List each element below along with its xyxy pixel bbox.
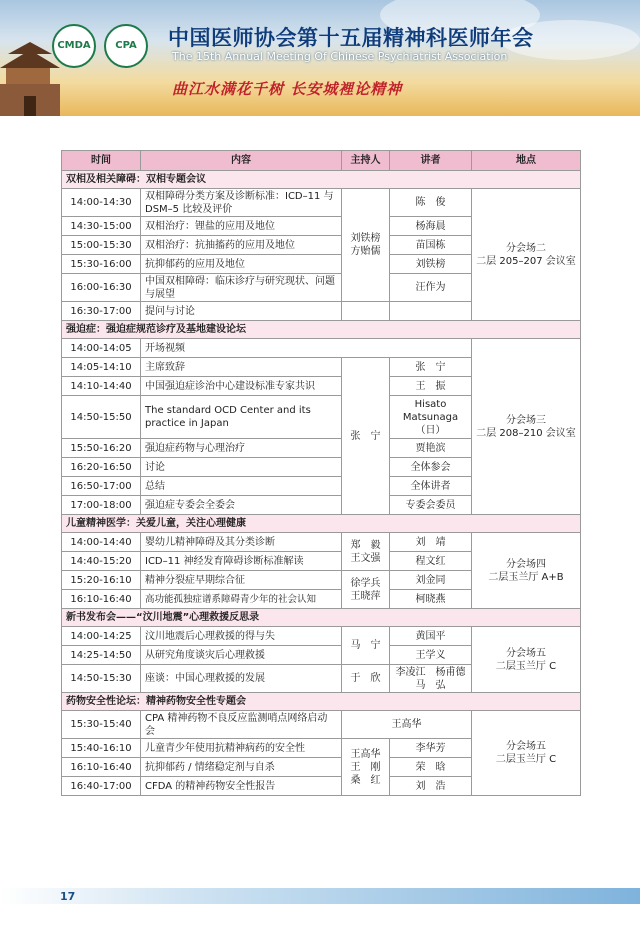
time-cell: 14:50-15:30	[62, 665, 141, 693]
time-cell: 15:00-15:30	[62, 236, 141, 255]
section-title: 儿童精神医学：关爱儿童，关注心理健康	[62, 515, 581, 533]
time-cell: 16:10-16:40	[62, 590, 141, 609]
time-cell: 15:30-16:00	[62, 255, 141, 274]
table-row	[62, 711, 581, 739]
table-row	[62, 189, 581, 217]
content-cell: 中国双相障碍：临床诊疗与研究现状、问题与展望	[141, 274, 342, 302]
time-cell: 14:00-14:40	[62, 533, 141, 552]
section-title: 新书发布会——“汶川地震”心理救援反思录	[62, 609, 581, 627]
section-row	[62, 693, 581, 711]
venue-cell: 分会场五 二层玉兰厅 C	[472, 627, 581, 693]
section-row	[62, 171, 581, 189]
content-cell: 开场视频	[141, 339, 472, 358]
time-cell: 14:25-14:50	[62, 646, 141, 665]
column-header: 内容	[141, 151, 342, 171]
content-cell: 提问与讨论	[141, 302, 342, 321]
speaker-cell: 程文红	[390, 552, 472, 571]
content-cell: 强迫症专委会全委会	[141, 496, 342, 515]
conference-title-english: The 15th Annual Meeting Of Chinese Psychiatrist Association	[172, 50, 508, 63]
content-cell: 从研究角度谈灾后心理救援	[141, 646, 342, 665]
time-cell: 14:05-14:10	[62, 358, 141, 377]
host-cell: 张 宁	[342, 358, 390, 515]
content-cell: 婴幼儿精神障碍及其分类诊断	[141, 533, 342, 552]
speaker-cell	[390, 302, 472, 321]
content-cell: The standard OCD Center and its practice in Japan	[141, 396, 342, 439]
speaker-cell: 刘金同	[390, 571, 472, 590]
time-cell: 15:50-16:20	[62, 439, 141, 458]
section-row	[62, 515, 581, 533]
section-title: 药物安全性论坛：精神药物安全性专题会	[62, 693, 581, 711]
content-cell: ICD–11 神经发育障碍诊断标准解读	[141, 552, 342, 571]
time-cell: 14:10-14:40	[62, 377, 141, 396]
time-cell: 14:00-14:25	[62, 627, 141, 646]
speaker-cell: 荣 晗	[390, 758, 472, 777]
speaker-cell: 刘铁榜	[390, 255, 472, 274]
conference-slogan: 曲江水满花千树 长安城裡论精神	[172, 80, 403, 98]
content-cell: 强迫症药物与心理治疗	[141, 439, 342, 458]
venue-cell: 分会场四 二层玉兰厅 A+B	[472, 533, 581, 609]
footer-decoration	[0, 888, 640, 904]
speaker-cell: 专委会委员	[390, 496, 472, 515]
time-cell: 16:40-17:00	[62, 777, 141, 796]
column-header: 讲者	[390, 151, 472, 171]
host-speaker-cell: 王高华	[342, 711, 472, 739]
table-header-row	[62, 151, 581, 171]
content-cell: 总结	[141, 477, 342, 496]
speaker-cell: 全体参会	[390, 458, 472, 477]
content-cell: 双相障碍分类方案及诊断标准：ICD–11 与 DSM–5 比较及评价	[141, 189, 342, 217]
time-cell: 16:50-17:00	[62, 477, 141, 496]
speaker-cell: 李华芳	[390, 739, 472, 758]
content-cell: 双相治疗：锂盐的应用及地位	[141, 217, 342, 236]
venue-cell: 分会场五 二层玉兰厅 C	[472, 711, 581, 796]
speaker-cell: 杨海晨	[390, 217, 472, 236]
speaker-cell: 苗国栋	[390, 236, 472, 255]
conference-title: 中国医师协会第十五届精神科医师年会	[168, 26, 534, 50]
time-cell: 14:00-14:05	[62, 339, 141, 358]
content-cell: 主席致辞	[141, 358, 342, 377]
content-cell: 儿童青少年使用抗精神病药的安全性	[141, 739, 342, 758]
host-cell: 刘铁榜 方贻儒	[342, 189, 390, 302]
column-header: 主持人	[342, 151, 390, 171]
host-cell: 徐学兵 王晓萍	[342, 571, 390, 609]
content-cell: 汶川地震后心理救援的得与失	[141, 627, 342, 646]
content-cell: 座谈：中国心理救援的发展	[141, 665, 342, 693]
host-cell: 郑 毅 王文强	[342, 533, 390, 571]
time-cell: 17:00-18:00	[62, 496, 141, 515]
content-cell: 抗抑郁药 / 情绪稳定剂与自杀	[141, 758, 342, 777]
section-title: 强迫症：强迫症规范诊疗及基地建设论坛	[62, 321, 581, 339]
speaker-cell: Hisato Matsunaga （日）	[390, 396, 472, 439]
speaker-cell: 全体讲者	[390, 477, 472, 496]
table-row	[62, 533, 581, 552]
time-cell: 14:30-15:00	[62, 217, 141, 236]
host-cell: 王高华 王 刚 桑 红	[342, 739, 390, 796]
time-cell: 14:50-15:50	[62, 396, 141, 439]
content-cell: 高功能孤独症谱系障碍青少年的社会认知	[141, 590, 342, 609]
header-banner	[0, 0, 640, 116]
column-header: 时间	[62, 151, 141, 171]
time-cell: 16:30-17:00	[62, 302, 141, 321]
venue-cell: 分会场二 二层 205–207 会议室	[472, 189, 581, 321]
section-row	[62, 609, 581, 627]
venue-cell: 分会场三 二层 208–210 会议室	[472, 339, 581, 515]
host-cell: 马 宁	[342, 627, 390, 665]
content-cell: 中国强迫症诊治中心建设标准专家共识	[141, 377, 342, 396]
speaker-cell: 刘 靖	[390, 533, 472, 552]
speaker-cell: 张 宁	[390, 358, 472, 377]
time-cell: 14:00-14:30	[62, 189, 141, 217]
table-row	[62, 627, 581, 646]
content-cell: CPA 精神药物不良反应监测哨点网络启动会	[141, 711, 342, 739]
content-cell: 双相治疗：抗抽搐药的应用及地位	[141, 236, 342, 255]
page-number: 17	[60, 890, 76, 903]
time-cell: 15:40-16:10	[62, 739, 141, 758]
speaker-cell: 王 振	[390, 377, 472, 396]
content-cell: 抗抑郁药的应用及地位	[141, 255, 342, 274]
speaker-cell: 贾艳滨	[390, 439, 472, 458]
section-title: 双相及相关障碍：双相专题会议	[62, 171, 581, 189]
speaker-cell: 李凌江 杨甫德 马 弘	[390, 665, 472, 693]
speaker-cell: 柯晓燕	[390, 590, 472, 609]
time-cell: 15:20-16:10	[62, 571, 141, 590]
time-cell: 16:20-16:50	[62, 458, 141, 477]
host-cell: 于 欣	[342, 665, 390, 693]
section-row	[62, 321, 581, 339]
time-cell: 16:10-16:40	[62, 758, 141, 777]
schedule-table	[61, 150, 581, 796]
time-cell: 15:30-15:40	[62, 711, 141, 739]
time-cell: 14:40-15:20	[62, 552, 141, 571]
speaker-cell: 王学义	[390, 646, 472, 665]
speaker-cell: 陈 俊	[390, 189, 472, 217]
time-cell: 16:00-16:30	[62, 274, 141, 302]
empty-host-cell	[342, 302, 390, 321]
table-row	[62, 339, 581, 358]
cpa-logo: CPA	[104, 24, 148, 68]
cmda-logo: CMDA	[52, 24, 96, 68]
speaker-cell: 刘 浩	[390, 777, 472, 796]
content-cell: 精神分裂症早期综合征	[141, 571, 342, 590]
content-cell: CFDA 的精神药物安全性报告	[141, 777, 342, 796]
speaker-cell: 汪作为	[390, 274, 472, 302]
city-wall-tower-icon	[0, 40, 60, 116]
speaker-cell: 黄国平	[390, 627, 472, 646]
content-cell: 讨论	[141, 458, 342, 477]
column-header: 地点	[472, 151, 581, 171]
